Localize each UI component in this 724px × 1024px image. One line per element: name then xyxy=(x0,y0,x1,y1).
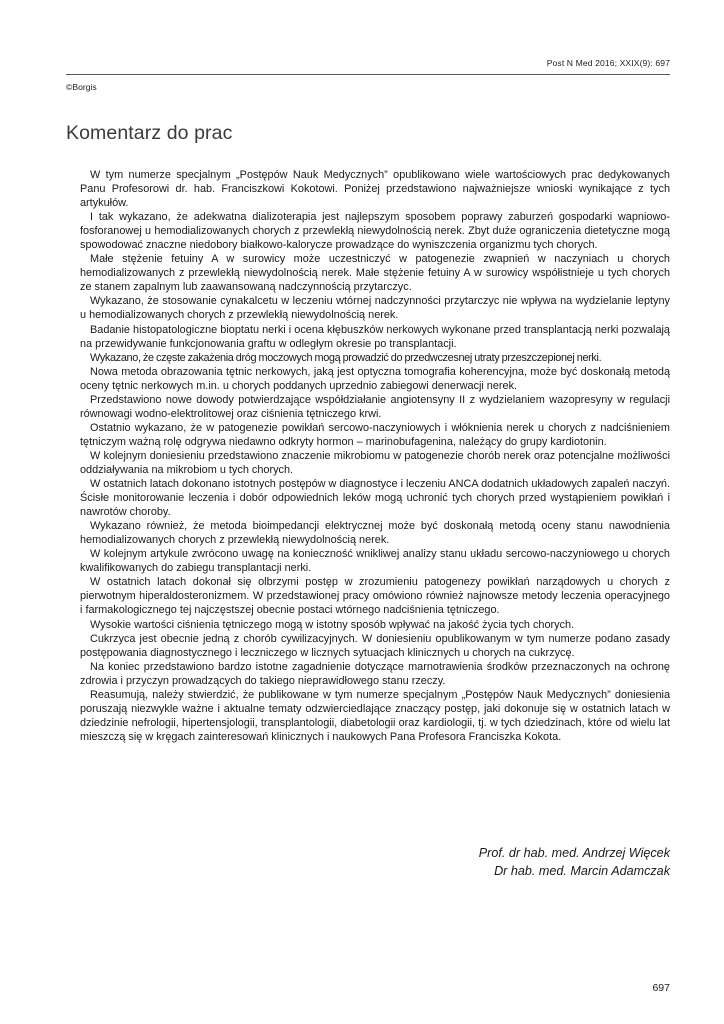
paragraph-biopsy: Badanie histopatologiczne bioptatu nerki i ocena kłębuszków nerkowych wykonane przed transplantacją nerki pozwalają na przewidywanie funkcjonowania graftu w odległym okresie po transplantacji. xyxy=(80,323,670,350)
paragraph-waste: Na koniec przedstawiono bardzo istotne zagadnienie dotyczące marnotrawienia środków przeznaczonych na ochronę zdrowia i przyczyn prowadzących do takiego nieprawidłowego stanu rzeczy. xyxy=(80,660,670,687)
signature-author-2: Dr hab. med. Marcin Adamczak xyxy=(494,863,670,878)
paragraph-cardiovascular: W kolejnym artykule zwrócono uwagę na konieczność wnikliwej analizy stanu układu sercowo-naczyniowego u chorych kwalifikowanych do zabiegu transplantacji nerki. xyxy=(80,548,670,575)
paragraph-uti: Wykazano, że częste zakażenia dróg moczowych mogą prowadzić do przedwczesnej utraty przeszczepionej nerki. xyxy=(90,351,602,364)
paragraph-summary: Reasumują, należy stwierdzić, że publikowane w tym numerze specjalnym „Postępów Nauk Medycznych” doniesienia poruszają niezwykle ważne i aktualne tematy odzwierciedlające znaczący postęp, jaki dokonuje się w ostatnich latach w dziedzinie nefrologii, hipertensjologii, transplantologii, diabetologii oraz kardiologii, tj. w tych dziedzinach, które od wielu lat mieszczą się w kręgach zainteresowań klinicznych i naukowych Pana Profesora Franciszka Kokota. xyxy=(80,688,670,743)
running-head: Post N Med 2016; XXIX(9): 697 xyxy=(546,58,670,68)
paragraph-anca: W ostatnich latach dokonano istotnych postępów w diagnostyce i leczeniu ANCA dodatnich układowych zapaleń naczyń. Ścisłe monitorowanie leczenia i dobór odpowiednich leków mogą uchronić tych chorych przed wystąpieniem powikłań i nawrotów choroby. xyxy=(80,478,670,519)
article-body xyxy=(80,168,670,744)
paragraph-hyperaldosteronism: W ostatnich latach dokonał się olbrzymi postęp w zrozumieniu patogenezy powikłań narządowych u chorych z pierwotnym hiperaldosteronizmem. W przedstawionej pracy omówiono również najnowsze metody leczenia operacyjnego i farmakologicznego tej najczęstszej obecnie postaci wtórnego nadciśnienia tętniczego. xyxy=(80,576,670,617)
paragraph-cinacalcet: Wykazano, że stosowanie cynakalcetu w leczeniu wtórnej nadczynności przytarczyc nie wpływa na wydzielanie leptyny u hemodializowanych chorych z przewlekłą niewydolnością nerek. xyxy=(80,295,670,322)
paragraph-bioimpedance: Wykazano również, że metoda bioimpedancji elektrycznej może być doskonałą metodą oceny stanu nawodnienia hemodializowanych chorych z przewlekłą niewydolnością nerek. xyxy=(80,520,670,547)
paragraph-fetuin: Małe stężenie fetuiny A w surowicy może uczestniczyć w patogenezie zwapnień w naczyniach u chorych hemodializowanych z przewlekłą niewydolnością nerek. Małe stężenie fetuiny A w surowicy współistnieje u tych chorych ze stanem zapalnym lub zaawansowaną nadczynnością przytarczyc. xyxy=(80,253,670,294)
page-number: 697 xyxy=(652,982,670,994)
paragraph-marinobufagenin: Ostatnio wykazano, że w patogenezie powikłań sercowo-naczyniowych i włóknienia nerek u chorych z nadciśnieniem tętniczym ważną rolę odgrywa niedawno odkryty hormon – marinobufagenina, należący do grupy kardiotonin. xyxy=(80,421,670,448)
header-rule xyxy=(66,74,670,75)
author-signatures xyxy=(479,845,670,880)
paragraph-oct: Nowa metoda obrazowania tętnic nerkowych, jaką jest optyczna tomografia koherencyjna, może być doskonałą metodą oceny tętnic nerkowych m.in. u chorych poddanych uprzednio zabiegowi denerwacji nerek. xyxy=(80,365,670,392)
paragraph-blood-pressure: Wysokie wartości ciśnienia tętniczego mogą w istotny sposób wpływać na jakość życia tych chorych. xyxy=(90,618,575,631)
article-title: Komentarz do prac xyxy=(66,122,233,144)
paragraph-diabetes: Cukrzyca jest obecnie jedną z chorób cywilizacyjnych. W doniesieniu opublikowanym w tym numerze podano zasady postępowania diagnostycznego i leczniczego w licznych sytuacjach klinicznych u chorych na cukrzycę. xyxy=(80,632,670,659)
paragraph-dialysis: I tak wykazano, że adekwatna dializoterapia jest najlepszym sposobem poprawy zaburzeń gospodarki wapniowo-fosforanowej u hemodializowanych chorych z przewlekłą niewydolnością nerek. Zbyt duże ograniczenia dietetyczne mogą spowodować znaczne niedobory białkowo-kalorycze prowadzące do wyniszczenia organizmu tych chorych. xyxy=(80,211,670,252)
publisher-mark: ©Borgis xyxy=(66,82,97,92)
paragraph-intro: W tym numerze specjalnym „Postępów Nauk Medycznych” opublikowano wiele wartościowych prac dedykowanych Panu Profesorowi dr. hab. Franciszkowi Kokotowi. Poniżej przedstawiono najważniejsze wnioski wynikające z tych artykułów. xyxy=(80,169,670,210)
signature-author-1: Prof. dr hab. med. Andrzej Więcek xyxy=(478,846,670,860)
paragraph-microbiome: W kolejnym doniesieniu przedstawiono znaczenie mikrobiomu w patogenezie chorób nerek oraz potencjalne możliwości oddziaływania na mikrobiom u tych chorych. xyxy=(80,449,670,476)
paragraph-angiotensin: Przedstawiono nowe dowody potwierdzające współdziałanie angiotensyny II z wydzielaniem wazopresyny w regulacji równowagi wodno-elektrolitowej oraz ciśnienia tętniczego krwi. xyxy=(80,393,670,420)
